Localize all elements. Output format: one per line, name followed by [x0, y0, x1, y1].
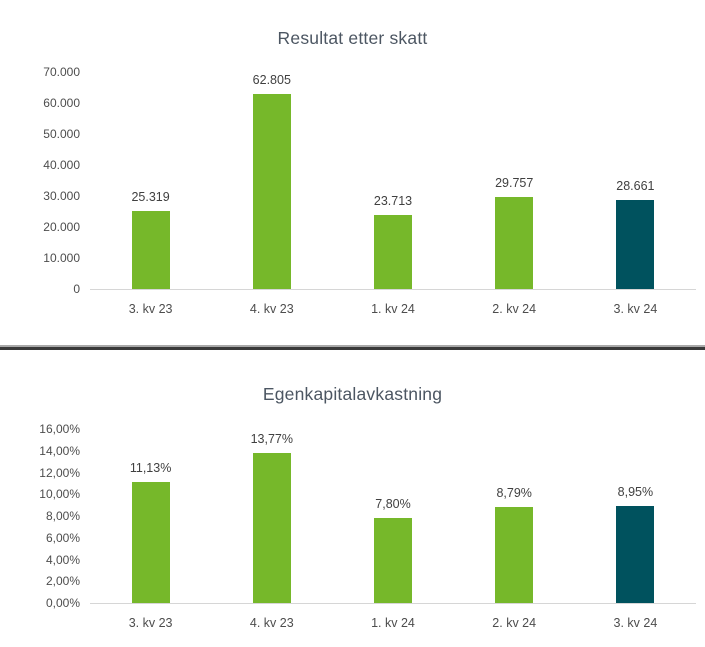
x-category-label: 2. kv 24: [492, 616, 537, 630]
chart-title: Resultat etter skatt: [277, 28, 428, 48]
y-tick-label: 40.000: [43, 158, 80, 172]
y-tick-label: 20.000: [43, 220, 80, 234]
chart-title: Egenkapitalavkastning: [262, 384, 443, 404]
bar: [374, 518, 412, 603]
bar-value-label: 11,13%: [129, 460, 172, 475]
x-category-label: 4. kv 23: [249, 616, 294, 630]
section-divider: [0, 345, 705, 350]
y-tick-label: 70.000: [43, 65, 80, 79]
y-tick-label: 2,00%: [45, 574, 80, 589]
y-tick-label: 30.000: [43, 189, 80, 203]
y-tick-label: 0,00%: [45, 596, 80, 610]
y-tick-label: 10.000: [43, 251, 80, 265]
y-tick-label: 8,00%: [45, 509, 80, 523]
y-tick-label: 14,00%: [39, 443, 80, 458]
bar-value-label: 8,95%: [617, 484, 654, 499]
bar: [374, 215, 412, 289]
bar-value-label: 28.661: [616, 179, 655, 194]
x-category-label: 1. kv 24: [371, 616, 415, 630]
bar: [253, 94, 291, 289]
bar: [495, 197, 533, 289]
x-category-label: 3. kv 24: [613, 302, 658, 316]
bar-value-label: 13,77%: [250, 432, 293, 447]
bar-value-label: 8,79%: [496, 486, 532, 501]
bar: [132, 482, 170, 603]
y-tick-label: 6,00%: [45, 530, 80, 545]
bar-value-label: 25.319: [131, 189, 170, 204]
y-tick-label: 60.000: [43, 96, 80, 110]
bar: [253, 453, 291, 603]
x-axis-line: [90, 289, 696, 290]
bar-value-label: 62.805: [252, 73, 291, 88]
bar-value-label: 7,80%: [375, 497, 411, 512]
y-tick-label: 16,00%: [39, 422, 80, 436]
x-category-label: 1. kv 24: [371, 302, 415, 316]
y-tick-label: 4,00%: [45, 552, 80, 567]
bar-value-label: 23.713: [373, 194, 413, 209]
bar-value-label: 29.757: [495, 175, 534, 190]
y-tick-label: 12,00%: [39, 465, 80, 480]
x-category-label: 3. kv 23: [128, 302, 173, 316]
x-category-label: 3. kv 23: [128, 616, 173, 630]
x-category-label: 3. kv 24: [613, 616, 658, 630]
x-axis-line: [90, 603, 696, 604]
y-tick-label: 0: [73, 282, 80, 296]
y-tick-label: 10,00%: [39, 487, 80, 502]
bar: [132, 211, 170, 289]
y-tick-label: 50.000: [43, 127, 80, 141]
x-category-label: 4. kv 23: [249, 302, 294, 316]
bar: [616, 506, 654, 603]
bar: [616, 200, 654, 289]
x-category-label: 2. kv 24: [492, 302, 537, 316]
bar: [495, 507, 533, 603]
